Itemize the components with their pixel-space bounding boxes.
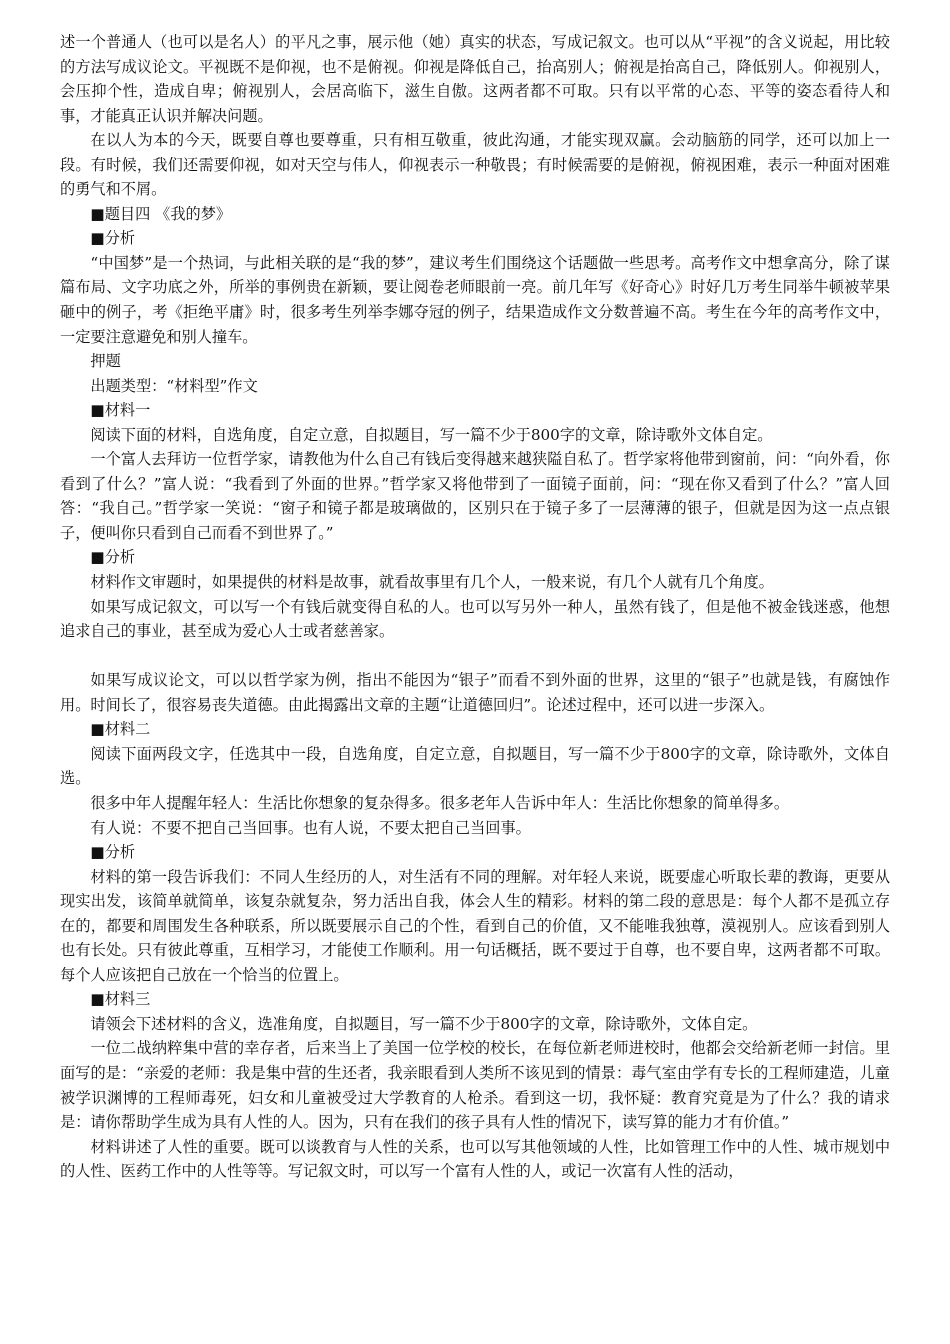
paragraph-respect: 在以人为本的今天，既要自尊也要尊重，只有相互敬重，彼此沟通，才能实现双赢。会动脑筋的同学，还可以加上一段。有时候，我们还需要仰视，如对天空与伟人，仰视表示一种敬畏；有时候需要的是俯视，俯视困难，表示一种面对困难的勇气和不屑。	[60, 131, 890, 199]
heading-material-three: ■材料三	[90, 990, 151, 1009]
paragraph-material-one-instructions: 阅读下面的材料，自选角度，自定立意，自拟题目，写一篇不少于800字的文章，除诗歌外文体自定。	[90, 425, 773, 444]
heading-material-one: ■材料一	[90, 401, 151, 420]
heading-material-two: ■材料二	[90, 720, 151, 739]
paragraph-pingshi-analysis: 述一个普通人（也可以是名人）的平凡之事，展示他（她）真实的状态，写成记叙文。也可以从“平视”的含义说起，用比较的方法写成议论文。平视既不是仰视，也不是俯视。仰视是降低自己，抬高别人；俯视是抬高自己，降低别人。仰视别人，会压抑个性，造成自卑；俯视别人，会居高临下，滋生自傲。这两者都不可取。只有以平常的心态、平等的姿态看待人和事，才能真正认识并解决问题。	[60, 33, 890, 125]
paragraph-chinese-dream: “中国梦”是一个热词，与此相关联的是“我的梦”，建议考生们围绕这个话题做一些思考。高考作文中想拿高分，除了谋篇布局、文字功底之外，所举的事例贵在新颖，要让阅卷老师眼前一亮。前几年写《好奇心》时好几万考生同举牛顿被苹果砸中的例子，考《拒绝平庸》时，很多考生列举李娜夺冠的例子，结果造成作文分数普遍不高。考生在今年的高考作文中，一定要注意避免和别人撞车。	[60, 253, 890, 346]
paragraph-material-two-quote-two: 有人说：不要不把自己当回事。也有人说，不要太把自己当回事。	[90, 818, 531, 837]
heading-analysis-3: ■分析	[90, 843, 136, 862]
paragraph-narrative-option: 如果写成记叙文，可以写一个有钱后就变得自私的人。也可以写另外一种人，虽然有钱了，但是他不被金钱迷惑，他想追求自己的事业，甚至成为爱心人士或者慈善家。	[60, 597, 890, 641]
heading-prediction: 押题	[90, 352, 121, 371]
paragraph-material-two-instructions: 阅读下面两段文字，任选其中一段，自选角度，自定立意，自拟题目，写一篇不少于800字的文章，除诗歌外，文体自选。	[60, 744, 890, 788]
paragraph-argumentative-option: 如果写成议论文，可以以哲学家为例，指出不能因为“银子”而看不到外面的世界，这里的“银子”也就是钱，有腐蚀作用。时间长了，很容易丧失道德。由此揭露出文章的主题“让道德回归”。论述过程中，还可以进一步深入。	[60, 671, 890, 714]
paragraph-material-three-instructions: 请领会下述材料的含义，选准角度，自拟题目，写一篇不少于800字的文章，除诗歌外，文体自定。	[90, 1014, 758, 1033]
paragraph-material-one-story: 一个富人去拜访一位哲学家，请教他为什么自己有钱后变得越来越狭隘自私了。哲学家将他带到窗前，问：“向外看，你看到了什么？”富人说：“我看到了外面的世界。”哲学家又将他带到了一面镜子面前，问：“现在你又看到了什么？”富人回答：“我自己。”哲学家一笑说：“窗子和镜子都是玻璃做的，区别只在于镜子多了一层薄薄的银子，但就是因为这一点点银子，便叫你只看到自己而看不到世界了。”	[60, 450, 890, 542]
blank-line	[60, 644, 890, 669]
heading-topic-four: ■题目四 《我的梦》	[90, 204, 232, 223]
paragraph-material-three-story: 一位二战纳粹集中营的幸存者，后来当上了美国一位学校的校长，在每位新老师进校时，他都会交给新老师一封信。里面写的是：“亲爱的老师：我是集中营的生还者，我亲眼看到人类所不该见到的情景：毒气室由学有专长的工程师建造，儿童被学识渊博的工程师毒死，妇女和儿童被受过大学教育的人枪杀。看到这一切，我怀疑：教育究竟是为了什么？我的请求是：请你帮助学生成为具有人性的人。因为，只有在我们的孩子具有人性的情况下，读写算的能力才有价值。”	[60, 1039, 890, 1132]
heading-analysis-1: ■分析	[90, 229, 136, 248]
heading-analysis-2: ■分析	[90, 548, 136, 567]
paragraph-analysis-angles: 材料作文审题时，如果提供的材料是故事，就看故事里有几个人，一般来说，有几个人就有几个角度。	[90, 573, 774, 592]
paragraph-question-type: 出题类型：“材料型”作文	[90, 376, 258, 395]
paragraph-material-two-analysis: 材料的第一段告诉我们：不同人生经历的人，对生活有不同的理解。对年轻人来说，既要虚心听取长辈的教诲，更要从现实出发，该简单就简单，该复杂就复杂，努力活出自我，体会人生的精彩。材料的第二段的意思是：每个人都不是孤立存在的，都要和周围发生各种联系，所以既要展示自己的个性，看到自己的价值，又不能唯我独尊，漠视别人。应该看到别人也有长处。只有彼此尊重，互相学习，才能使工作顺利。用一句话概括，既不要过于自尊，也不要自卑，这两者都不可取。每个人应该把自己放在一个恰当的位置上。	[60, 867, 890, 984]
paragraph-material-three-analysis: 材料讲述了人性的重要。既可以谈教育与人性的关系，也可以写其他领域的人性，比如管理工作中的人性、城市规划中的人性、医药工作中的人性等等。写记叙文时，可以写一个富有人性的人，或记一次富有人性的活动，	[60, 1137, 890, 1181]
paragraph-material-two-quote-one: 很多中年人提醒年轻人：生活比你想象的复杂得多。很多老年人告诉中年人：生活比你想象的简单得多。	[90, 793, 790, 812]
